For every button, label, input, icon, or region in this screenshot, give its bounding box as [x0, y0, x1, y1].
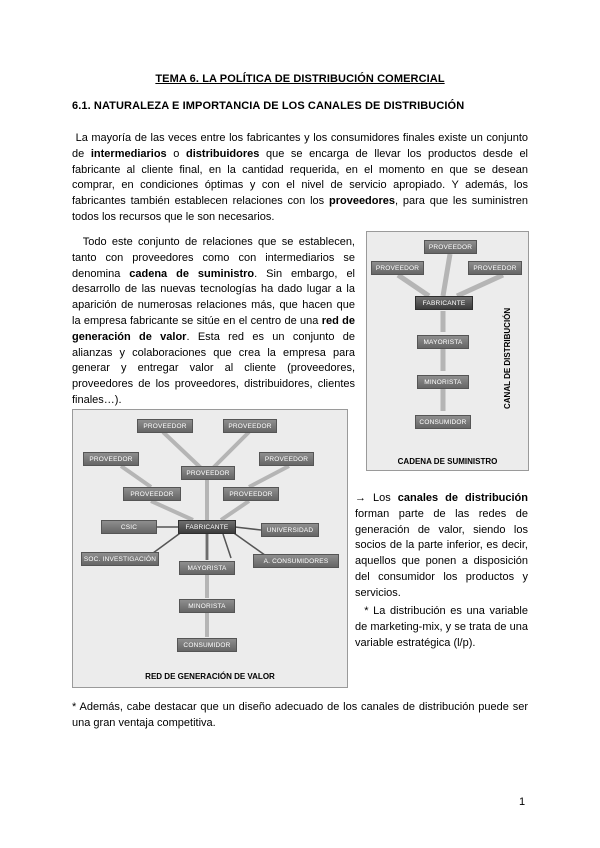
text: que se encarga de llevar los productos desde el fabricante al cliente final, en la cantidad requerida, en el momento en que se desean comprar, en condiciones óptimas y con el nivel de servicio apropiado. Y además, los fabricantes también establecen relaciones con los — [72, 147, 529, 208]
text: * La distribución es una variable de marketing-mix, y se trata de una variable estratégica (l/p). — [355, 605, 528, 649]
text: o — [166, 147, 187, 160]
supplier-node: PROVEEDOR — [123, 487, 181, 501]
consumer-node: CONSUMIDOR — [177, 638, 237, 652]
paragraph-channels — [355, 491, 528, 602]
university-node: UNIVERSIDAD — [261, 523, 319, 537]
bold-term: intermediarios — [90, 147, 167, 160]
text: forman parte de las redes de generación de valor, siendo los socios de la parte inferior, es decir, aquellos que ponen a disposición del consumidor los productos y servicios. — [355, 507, 528, 599]
paragraph-competitive-advantage — [72, 700, 528, 732]
supplier-node: PROVEEDOR — [371, 261, 424, 275]
bold-term: cadena de suministro — [129, 267, 255, 280]
supplier-node: PROVEEDOR — [181, 466, 235, 480]
text: Todo este conjunto de relaciones que se establecen, tanto con proveedores como con intermediarios se denomina — [72, 236, 355, 280]
text: . Esta red es un conjunto de alianzas y colaboraciones que crea la empresa para generar y entregar valor al cliente (proveedores, proveedores de los proveedores, distribuidores, clientes finales…). — [72, 330, 355, 406]
consumer-associations-node: A. CONSUMIDORES — [253, 554, 339, 568]
bold-term: canales de distribución — [397, 492, 528, 504]
bold-term: distribuidores — [186, 147, 260, 160]
value-network-diagram — [72, 409, 348, 688]
bold-term: red de generación de valor — [72, 314, 355, 343]
supply-chain-diagram — [366, 231, 529, 471]
distribution-channel-label: CANAL DE DISTRIBUCIÓN — [503, 307, 512, 409]
text: * Además, cabe destacar que un diseño adecuado de los canales de distribución puede ser una gran ventaja competitiva. — [72, 701, 528, 729]
manufacturer-node: FABRICANTE — [178, 520, 236, 534]
text: . Sin embargo, el desarrollo de las nuevas tecnologías ha dado lugar a la aparición de numerosas relaciones más, que hacen que la empresa fabricante se sitúe en el centro de una — [72, 267, 355, 327]
diagram-caption: RED DE GENERACIÓN DE VALOR — [145, 672, 275, 681]
research-society-node: SOC. INVESTIGACIÓN — [81, 552, 159, 566]
consumer-node: CONSUMIDOR — [415, 415, 471, 429]
page-number: 1 — [519, 796, 526, 808]
manufacturer-node: FABRICANTE — [415, 296, 473, 310]
csic-node: CSIC — [101, 520, 157, 534]
supplier-node: PROVEEDOR — [223, 419, 277, 433]
retailer-node: MINORISTA — [179, 599, 235, 613]
text: , para que les suministren todos los recursos que le son necesarios. — [72, 195, 529, 223]
page-title: TEMA 6. LA POLÍTICA DE DISTRIBUCIÓN COMERCIAL — [155, 73, 445, 85]
bold-term: proveedores — [328, 195, 396, 208]
supplier-node: PROVEEDOR — [223, 487, 279, 501]
section-heading: 6.1. NATURALEZA E IMPORTANCIA DE LOS CANALES DE DISTRIBUCIÓN — [72, 100, 465, 112]
retailer-node: MINORISTA — [417, 375, 469, 389]
supplier-node: PROVEEDOR — [424, 240, 477, 254]
supplier-node: PROVEEDOR — [259, 452, 314, 466]
supplier-node: PROVEEDOR — [83, 452, 139, 466]
paragraph-marketing-mix — [355, 604, 528, 651]
text: → Los — [355, 492, 398, 504]
wholesaler-node: MAYORISTA — [179, 561, 235, 575]
text: La mayoría de las veces entre los fabricantes y los consumidores finales existe un conjunto de — [72, 132, 528, 160]
paragraph-intro — [72, 131, 528, 226]
supplier-node: PROVEEDOR — [137, 419, 193, 433]
supplier-node: PROVEEDOR — [468, 261, 522, 275]
wholesaler-node: MAYORISTA — [417, 335, 469, 349]
paragraph-supply-chain — [72, 235, 355, 409]
diagram-caption: CADENA DE SUMINISTRO — [397, 457, 498, 466]
